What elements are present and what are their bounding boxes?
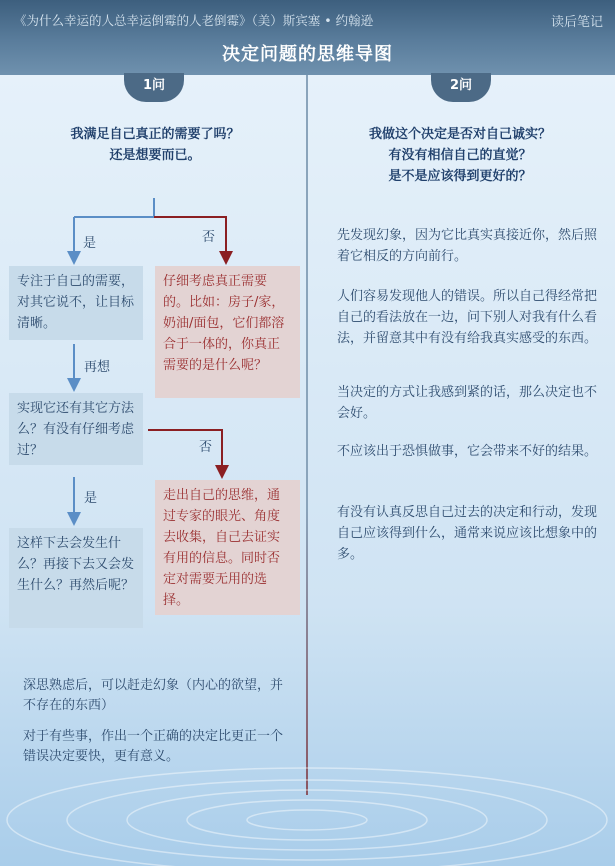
right-paragraph-5: 有没有认真反思自己过去的决定和行动，发现自己应该得到什么，通常来说应该比想象中的多。 bbox=[337, 505, 598, 562]
question-2-line-3: 是不是应该得到更好的？ bbox=[388, 169, 532, 184]
yes-label-1: 是 bbox=[83, 236, 97, 251]
question-1-line-2: 还是想要而已。 bbox=[109, 148, 201, 163]
step-out-thinking-box: 走出自己的思维，通过专家的眼光、角度去收集，自己去证实有用的信息。同时否定对需要无用的选择。 bbox=[155, 480, 300, 615]
right-paragraph-2: 人们容易发现他人的错误。所以自己得经常把自己的看法放在一边，问下别人对我有什么看法，并留意其中有没有给我真实感受的东西。 bbox=[337, 289, 598, 346]
left-note-1: 深思熟虑后，可以赶走幻象（内心的欲望，并不存在的东西） bbox=[23, 678, 284, 713]
water-ripple-decoration bbox=[0, 740, 615, 866]
left-note-2: 对于有些事，作出一个正确的决定比更正一个错误决定要快，更有意义。 bbox=[23, 729, 284, 764]
what-happens-next-box: 这样下去会发生什么？再接下去又会发生什么？再然后呢？ bbox=[9, 528, 143, 628]
question-1-line-1: 我满足自己真正的需要了吗？ bbox=[70, 127, 240, 142]
other-methods-box: 实现它还有其它方法么？有没有仔细考虑过？ bbox=[9, 393, 143, 465]
focus-needs-box: 专注于自己的需要，对其它说不，让目标清晰。 bbox=[9, 266, 143, 340]
right-paragraph-3: 当决定的方式让我感到紧的话，那么决定也不会好。 bbox=[337, 385, 598, 421]
right-paragraph-1: 先发现幻象，因为它比真实真接近你，然后照着它相反的方向前行。 bbox=[337, 228, 598, 264]
page-title: 决定问题的思维导图 bbox=[222, 44, 393, 65]
book-title: 《为什么幸运的人总幸运倒霉的人老倒霉》（美）斯宾塞 • 约翰逊 bbox=[14, 13, 374, 28]
no-label-1: 否 bbox=[202, 230, 216, 245]
no-label-2: 否 bbox=[199, 440, 213, 455]
right-paragraph-4: 不应该出于恐惧做事，它会带来不好的结果。 bbox=[337, 444, 598, 459]
column-divider bbox=[306, 75, 308, 795]
yes-label-2: 是 bbox=[84, 491, 98, 506]
rethink-label: 再想 bbox=[84, 360, 111, 375]
question-tab-1: 1问 bbox=[124, 73, 184, 102]
question-tab-2: 2问 bbox=[431, 73, 491, 102]
question-2-line-2: 有没有相信自己的直觉？ bbox=[388, 148, 532, 163]
consider-real-needs-box: 仔细考虑真正需要的。比如：房子/家，奶油/面包，它们都溶合于一体的，你真正需要的是什么呢？ bbox=[155, 266, 300, 398]
question-2 bbox=[320, 124, 600, 187]
question-2-line-1: 我做这个决定是否对自己诚实？ bbox=[368, 127, 551, 142]
arrow-no-1 bbox=[154, 217, 226, 258]
branch-line-blue bbox=[74, 198, 154, 217]
reading-notes-label: 读后笔记 bbox=[550, 15, 603, 30]
